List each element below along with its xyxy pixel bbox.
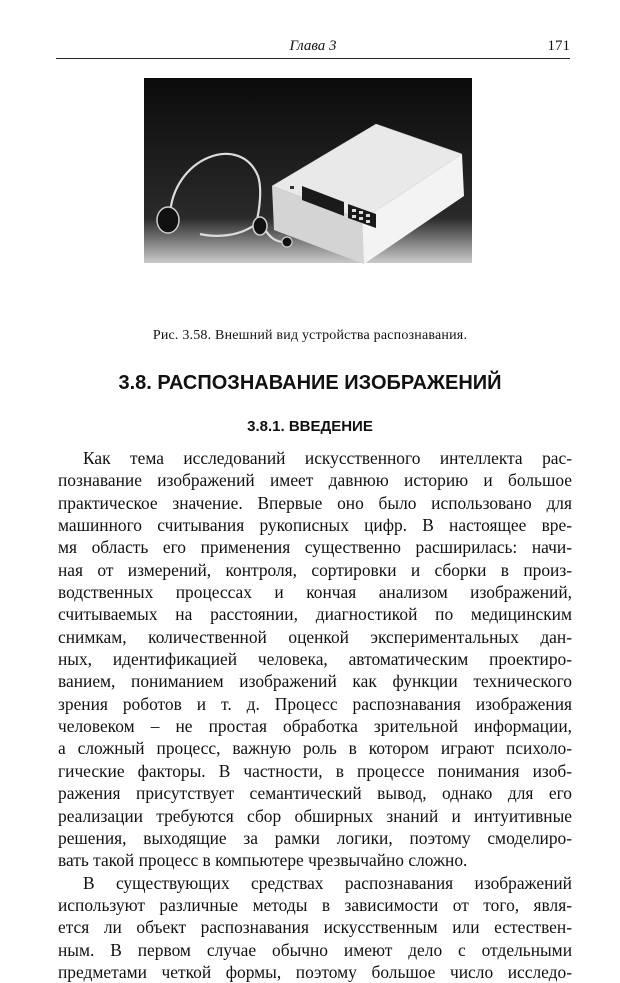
section-heading: 3.8. РАСПОЗНАВАНИЕ ИЗОБРАЖЕНИЙ: [118, 372, 502, 394]
headphone-ear-cup: [157, 207, 179, 233]
running-header: [56, 38, 570, 59]
text-line: В существующих средствах распознавания изображений: [83, 872, 572, 893]
text-line: Как тема исследований искусственного интеллекта рас-: [83, 448, 572, 468]
paragraph-1: [58, 447, 572, 872]
text-line: ным. В первом случае обычно имеют дело с отдельными: [58, 939, 572, 960]
text-line: мя область его применения существенно расширилась: начи-: [58, 537, 572, 558]
subsection-heading: 3.8.1. ВВЕДЕНИЕ: [247, 418, 373, 435]
text-line: ражения присутствует семантический вывод, однако для его: [58, 783, 572, 804]
text-line: а сложный процесс, важную роль в котором играют психоло-: [58, 738, 572, 759]
text-line: решения, выходящие за рамки логики, поэтому смоделиро-: [58, 827, 572, 848]
text-line: реализации требуются сбор обширных знаний и интуитивные: [58, 805, 572, 826]
text-line: снимкам, количественной оценкой экспериментальных дан-: [58, 626, 572, 647]
text-line: машинного считывания рукописных цифр. В настоящее вре-: [58, 515, 572, 536]
text-line: ных, идентификацией человека, автоматическим проектиро-: [58, 649, 572, 670]
text-line: познавание изображений имеет давнюю историю и большое: [58, 470, 572, 491]
page-number: 171: [547, 38, 570, 54]
text-line: гические факторы. В частности, в процессе понимания изоб-: [58, 760, 572, 781]
chapter-title: Глава 3: [289, 38, 337, 54]
text-line: ванием, пониманием изображений как функции технического: [58, 671, 572, 692]
text-line: используют различные методы в зависимости от того, явля-: [58, 894, 572, 915]
text-line: человеком – не простая обработка зрительной информации,: [58, 716, 572, 737]
text-line: считываемых на расстоянии, диагностикой по медицинским: [58, 604, 572, 625]
text-line: практическое значение. Впервые оно было использовано для: [58, 492, 572, 513]
figure-caption: Рис. 3.58. Внешний вид устройства распознавания.: [152, 328, 468, 343]
paragraph-2: [58, 872, 572, 983]
text-line: ная от измерений, контроля, сортировки и сборки в произ-: [58, 559, 572, 580]
text-line: ется ли объект распознавания искусственным или естествен-: [58, 917, 572, 938]
text-line: зрения роботов и т. д. Процесс распознавания изображения: [58, 693, 572, 714]
text-line: предметами четкой формы, поэтому большое число исследо-: [58, 961, 572, 982]
body-text: [58, 447, 572, 983]
text-line: вать такой процесс в компьютере чрезвычайно сложно.: [58, 850, 468, 871]
device-photo: [144, 78, 472, 303]
text-line: водственных процессах и кончая анализом изображений,: [58, 582, 572, 603]
